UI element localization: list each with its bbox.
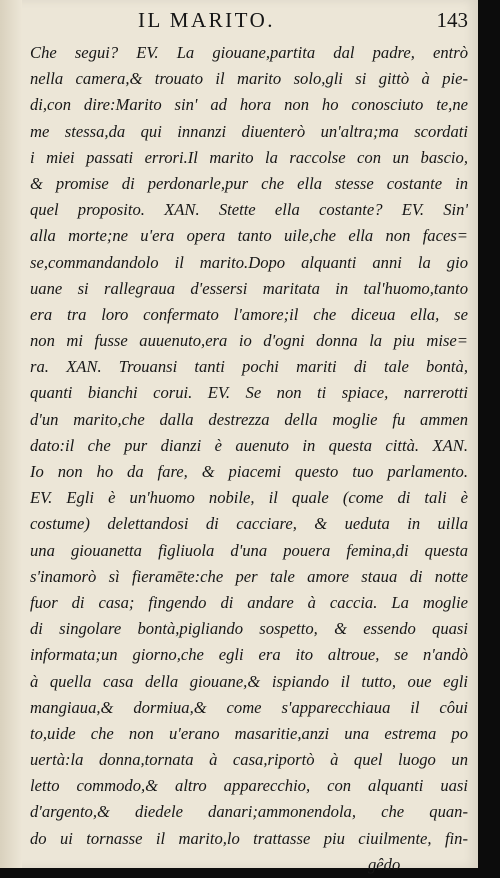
text-line: ra. XAN. Trouansi tanti pochi mariti di tale bontà,	[30, 357, 468, 377]
text-line: i miei passati errori.Il marito la raccolse con un bascio,	[30, 147, 468, 167]
text-line: EV. Egli è un'huomo nobile, il quale (come di tali è	[30, 488, 468, 508]
text-line: di singolare bontà,pigliando sospetto, & essendo quasi	[30, 619, 468, 639]
text-line: alla morte;ne u'era opera tanto uile,che ella non faces=	[30, 226, 468, 246]
catchword: gêdo	[368, 854, 401, 874]
text-line: Che segui? EV. La giouane,partita dal padre, entrò	[30, 43, 468, 62]
text-line: letto commodo,& altro apparecchio, con alquanti uasi	[30, 776, 468, 796]
body-text	[30, 40, 468, 878]
text-line: costume) delettandosi di cacciare, & ueduta in uilla	[30, 514, 468, 534]
text-line: fuor di casa; fingendo di andare à caccia. La moglie	[30, 592, 468, 612]
text-line: s'inamorò sì fieramēte:che per tale amore staua di notte	[30, 566, 468, 586]
text-line: mangiaua,& dormiua,& come s'apparecchiaua il côui	[30, 697, 468, 717]
text-line: d'un marito,che dalla destrezza della moglie fu ammen	[30, 409, 468, 429]
text-line: à quella casa della giouane,& ispiando il tutto, oue egli	[30, 671, 468, 691]
text-line: non mi fusse auuenuto,era io d'ogni donna la piu mise=	[30, 331, 468, 351]
text-line: una giouanetta figliuola d'una pouera femina,di questa	[30, 540, 468, 560]
text-line: dato:il che pur dianzi è auenuto in questa città. XAN.	[30, 435, 468, 455]
text-line: Io non ho da fare, & piacemi questo tuo parlamento.	[30, 462, 468, 481]
page-number: 143	[436, 8, 468, 32]
text-line: nella camera,& trouato il marito solo,gli si gittò à pie-	[30, 69, 468, 89]
page-header	[138, 8, 468, 34]
text-line: informata;un giorno,che egli era ito altroue, se n'andò	[30, 645, 468, 665]
text-line: d'argento,& diedele danari;ammonendola, che quan-	[30, 802, 468, 822]
running-head: IL MARITO.	[138, 8, 275, 32]
text-line: do ui tornasse il marito,lo trattasse piu ciuilmente, fin-	[30, 828, 468, 848]
text-line: uertà:la donna,tornata à casa,riportò à quel luogo un	[30, 750, 468, 770]
page-gutter-shadow	[0, 0, 22, 868]
text-line: era tra loro confermato l'amore;il che diceua ella, se	[30, 304, 468, 324]
text-line: to,uide che non u'erano masaritie,anzi una estrema po	[30, 723, 468, 743]
text-line: di,con dire:Marito sin' ad hora non ho conosciuto te,ne	[30, 95, 468, 115]
text-line: quanti bianchi corui. EV. Se non ti spiace, narrerotti	[30, 383, 468, 403]
text-line: me stessa,da qui innanzi diuenterò un'altra;ma scordati	[30, 121, 468, 141]
text-line: se,commandandolo il marito.Dopo alquanti anni la gio	[30, 252, 468, 272]
text-line: quel proposito. XAN. Stette ella costante? EV. Sin'	[30, 200, 468, 220]
text-line: & promise di perdonarle,pur che ella stesse costante in	[30, 173, 468, 193]
text-line: uane si rallegraua d'essersi maritata in tal'huomo,tanto	[30, 278, 468, 298]
